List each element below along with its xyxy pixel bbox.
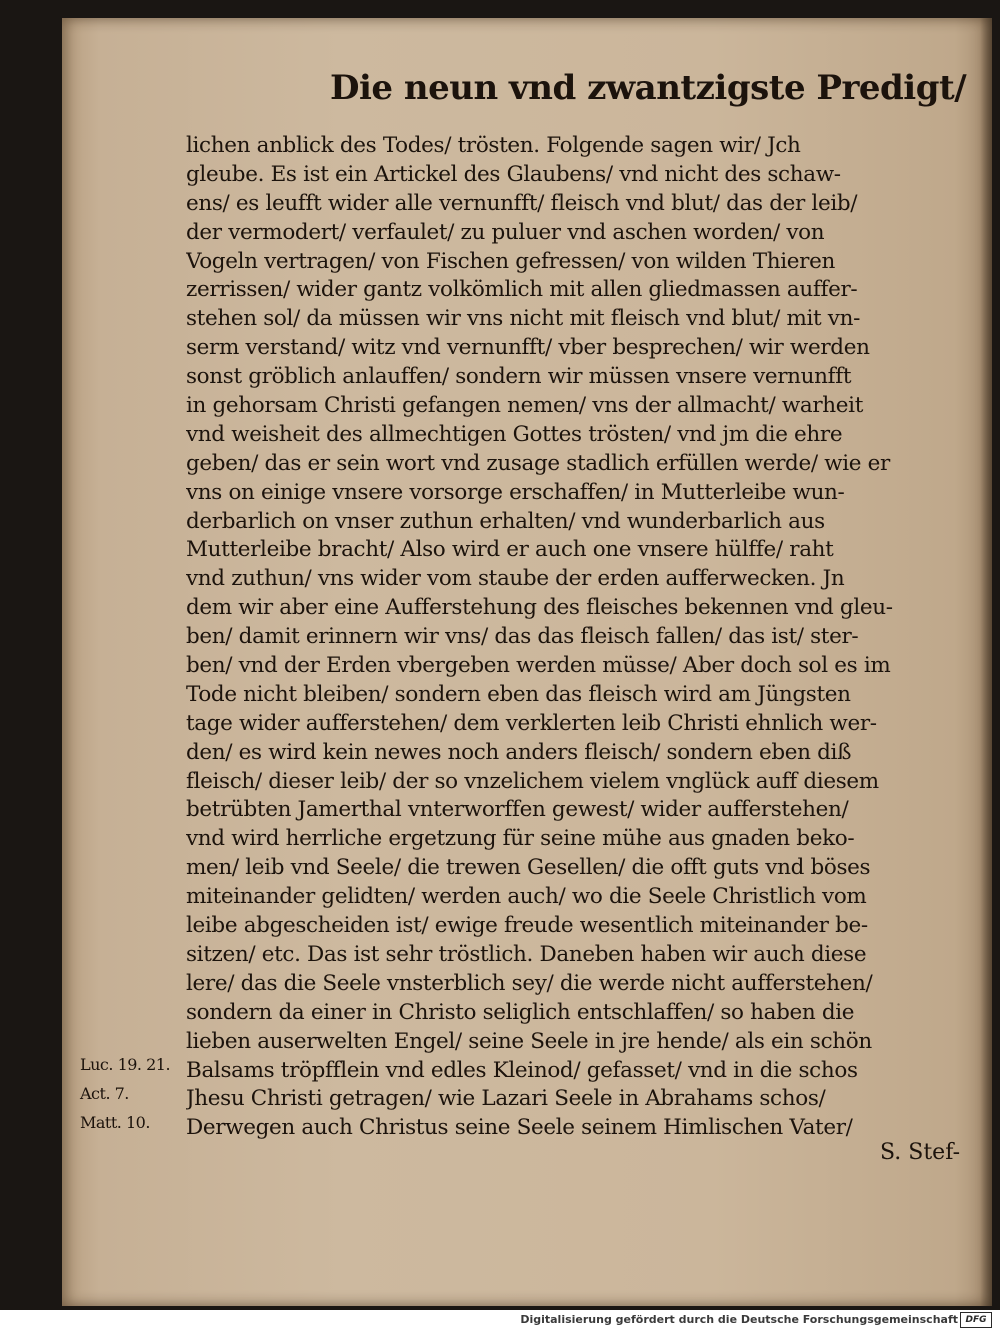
text-line: vns on einige vnsere vorsorge erschaffen/ in Mutterleibe wun- [186,479,845,505]
text-line: Derwegen auch Christus seine Seele seinem Himlischen Vater/ [186,1115,853,1141]
text-line: Balsams tröpfflein vnd edles Kleinod/ gefasset/ vnd in die schos [186,1057,858,1083]
text-line: ben/ damit erinnern wir vns/ das das fleisch fallen/ das ist/ ster- [186,624,859,650]
text-line: Tode nicht bleiben/ sondern eben das fleisch wird am Jüngsten [186,681,851,707]
marginal-reference: Luc. 19. 21. [80,1055,171,1074]
text-line: Mutterleibe bracht/ Also wird er auch one vnsere hülffe/ raht [186,537,834,563]
text-line: vnd zuthun/ vns wider vom staube der erden aufferwecken. Jn [186,566,845,592]
text-line: geben/ das er sein wort vnd zusage stadlich erfüllen werde/ wie er [186,450,890,476]
text-line: vnd weisheit des allmechtigen Gottes trösten/ vnd jm die ehre [186,421,843,447]
text-line: betrübten Jamerthal vnterworffen gewest/ wider aufferstehen/ [186,797,849,823]
text-line: derbarlich on vnser zuthun erhalten/ vnd wunderbarlich aus [186,508,825,534]
text-line: lichen anblick des Todes/ trösten. Folgende sagen wir/ Jch [186,133,801,158]
text-line: sonst gröblich anlauffen/ sondern wir müssen vnsere vernunfft [186,364,852,390]
text-line: stehen sol/ da müssen wir vns nicht mit fleisch vnd blut/ mit vn- [186,306,861,332]
text-line: men/ leib vnd Seele/ die trewen Gesellen/ die offt guts vnd böses [186,855,871,881]
text-line: der vermodert/ verfaulet/ zu puluer vnd aschen worden/ von [186,219,825,245]
marginal-references [80,1050,180,1137]
text-line: fleisch/ dieser leib/ der so vnzelichem vielem vnglück auff diesem [186,768,879,794]
text-line: sitzen/ etc. Das ist sehr tröstlich. Daneben haben wir auch diese [186,941,867,967]
text-line: tage wider aufferstehen/ dem verklerten leib Christi ehnlich wer- [186,710,877,736]
funding-credit: Digitalisierung gefördert durch die Deutsche Forschungsgemeinschaft [520,1313,958,1326]
body-text [186,132,961,1143]
text-line: leibe abgescheiden ist/ ewige freude wesentlich miteinander be- [186,913,868,939]
text-line: lere/ das die Seele vnsterblich sey/ die werde nicht aufferstehen/ [186,970,873,996]
text-line: ben/ vnd der Erden vbergeben werden müsse/ Aber doch sol es im [186,653,891,679]
text-line: lieben auserwelten Engel/ seine Seele in jre hende/ als ein schön [186,1028,872,1054]
text-line: Jhesu Christi getragen/ wie Lazari Seele in Abrahams schos/ [186,1086,826,1112]
text-line: Vogeln vertragen/ von Fischen gefressen/ von wilden Thieren [186,248,835,274]
catchword: S. Stef- [880,1140,960,1165]
text-line: sondern da einer in Christo seliglich entschlaffen/ so haben die [186,999,855,1025]
text-line: miteinander gelidten/ werden auch/ wo die Seele Christlich vom [186,884,867,910]
marginal-reference: Act. 7. [80,1084,129,1103]
text-line: den/ es wird kein newes noch anders fleisch/ sondern eben diß [186,739,852,765]
text-line: in gehorsam Christi gefangen nemen/ vns der allmacht/ warheit [186,393,863,419]
text-line: zerrissen/ wider gantz volkömlich mit allen gliedmassen auffer- [186,277,858,303]
text-line: ens/ es leufft wider alle vernunfft/ fleisch vnd blut/ das der leib/ [186,190,858,216]
dfg-logo: DFG [960,1312,992,1328]
text-line: gleube. Es ist ein Artickel des Glaubens/ vnd nicht des schaw- [186,161,841,187]
text-line: serm verstand/ witz vnd vernunfft/ vber besprechen/ wir werden [186,335,870,361]
page-gutter-shadow [980,18,992,1306]
running-head: Die neun vnd zwantzigste Predigt/ [330,68,967,108]
text-line: vnd wird herrliche ergetzung für seine mühe aus gnaden beko- [186,826,855,852]
marginal-reference: Matt. 10. [80,1113,150,1132]
text-line: dem wir aber eine Aufferstehung des fleisches bekennen vnd gleu- [186,595,893,621]
